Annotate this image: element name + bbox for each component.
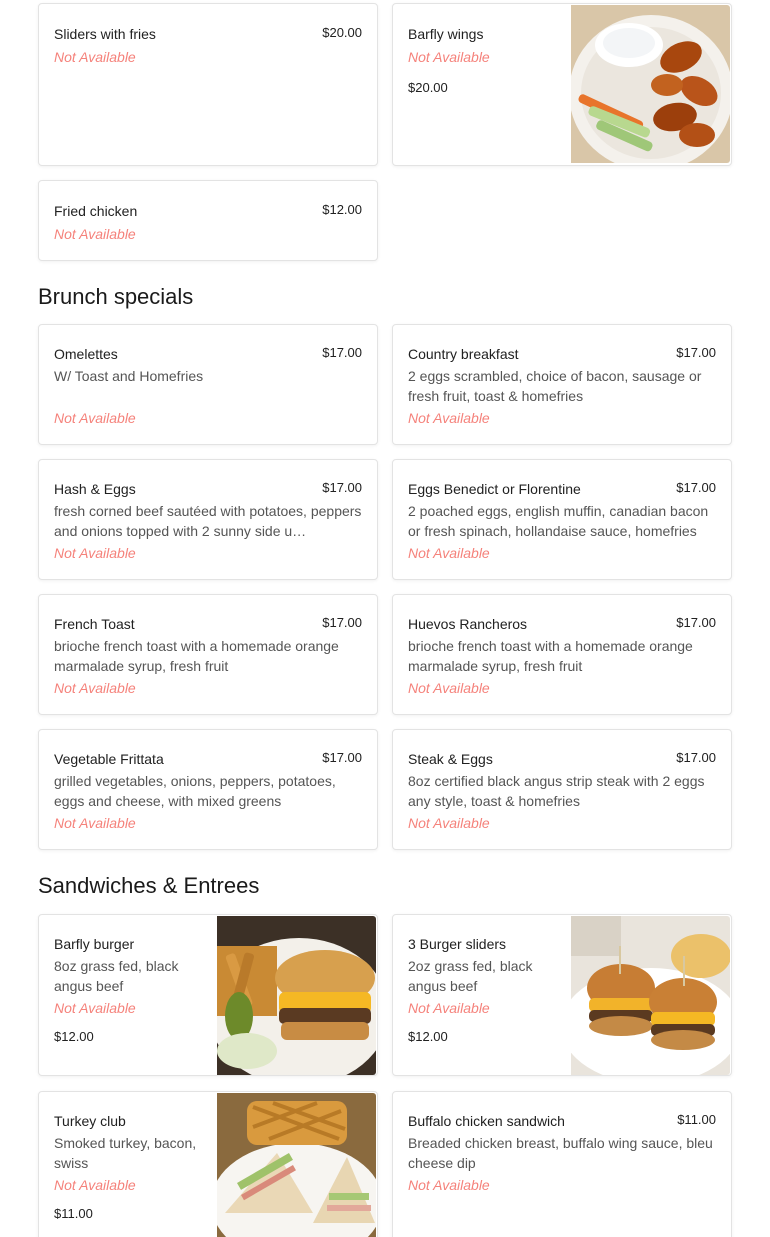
item-name: Hash & Eggs bbox=[54, 481, 136, 497]
item-name: Omelettes bbox=[54, 346, 118, 362]
menu-item-card[interactable] bbox=[38, 1091, 378, 1237]
availability-status: Not Available bbox=[54, 1000, 136, 1016]
menu-item-card[interactable] bbox=[392, 324, 732, 445]
item-price: $12.00 bbox=[54, 1029, 94, 1044]
menu-item-card[interactable] bbox=[392, 729, 732, 850]
item-price: $17.00 bbox=[322, 345, 362, 360]
availability-status: Not Available bbox=[408, 410, 490, 426]
item-price: $17.00 bbox=[322, 615, 362, 630]
item-description: brioche french toast with a homemade orange marmalade syrup, fresh fruit bbox=[54, 638, 339, 674]
menu-item-card[interactable] bbox=[38, 594, 378, 715]
item-description: 2oz grass fed, black angus beef bbox=[408, 958, 533, 994]
club-sandwich-photo bbox=[217, 1093, 376, 1237]
item-name: Sliders with fries bbox=[54, 26, 156, 42]
menu-item-card[interactable] bbox=[392, 1091, 732, 1237]
item-description: grilled vegetables, onions, peppers, potatoes, eggs and cheese, with mixed greens bbox=[54, 773, 336, 809]
item-price: $17.00 bbox=[676, 480, 716, 495]
item-description: 2 eggs scrambled, choice of bacon, sausage or fresh fruit, toast & homefries bbox=[408, 368, 702, 404]
item-name: Steak & Eggs bbox=[408, 751, 493, 767]
availability-status: Not Available bbox=[54, 680, 136, 696]
menu-item-card[interactable] bbox=[38, 914, 378, 1076]
item-name: French Toast bbox=[54, 616, 135, 632]
availability-status: Not Available bbox=[54, 1177, 136, 1193]
menu-item-card[interactable] bbox=[38, 3, 378, 166]
availability-status: Not Available bbox=[54, 410, 136, 426]
item-name: Barfly wings bbox=[408, 26, 484, 42]
item-name: Country breakfast bbox=[408, 346, 519, 362]
availability-status: Not Available bbox=[54, 815, 136, 831]
item-price: $11.00 bbox=[677, 1112, 716, 1127]
item-name: Fried chicken bbox=[54, 203, 138, 219]
item-description: Breaded chicken breast, buffalo wing sauce, bleu cheese dip bbox=[408, 1135, 713, 1171]
item-name: Turkey club bbox=[54, 1113, 126, 1129]
menu-item-card[interactable] bbox=[38, 729, 378, 850]
burger-photo bbox=[217, 916, 376, 1075]
item-price: $11.00 bbox=[54, 1206, 93, 1221]
section-heading: Brunch specials bbox=[38, 284, 194, 309]
item-description: 8oz grass fed, black angus beef bbox=[54, 958, 179, 994]
item-description: fresh corned beef sautéed with potatoes, peppers and onions topped with 2 sunny side u… bbox=[54, 503, 362, 539]
item-price: $17.00 bbox=[676, 615, 716, 630]
menu-item-card[interactable] bbox=[392, 914, 732, 1076]
item-name: Huevos Rancheros bbox=[408, 616, 528, 632]
chicken-wings-photo bbox=[571, 5, 730, 163]
item-price: $20.00 bbox=[408, 80, 448, 95]
item-price: $17.00 bbox=[322, 750, 362, 765]
item-price: $12.00 bbox=[322, 202, 362, 217]
menu-item-card[interactable] bbox=[392, 459, 732, 580]
availability-status: Not Available bbox=[408, 815, 490, 831]
availability-status: Not Available bbox=[408, 49, 490, 65]
item-name: Eggs Benedict or Florentine bbox=[408, 481, 581, 497]
menu-item-card[interactable] bbox=[38, 324, 378, 445]
availability-status: Not Available bbox=[54, 226, 136, 242]
item-name: Buffalo chicken sandwich bbox=[408, 1113, 565, 1129]
availability-status: Not Available bbox=[54, 545, 136, 561]
menu-item-card[interactable] bbox=[38, 180, 378, 261]
item-name: 3 Burger sliders bbox=[408, 936, 507, 952]
item-name: Vegetable Frittata bbox=[54, 751, 164, 767]
item-description: W/ Toast and Homefries bbox=[54, 368, 204, 384]
item-price: $20.00 bbox=[322, 25, 362, 40]
item-description: brioche french toast with a homemade orange marmalade syrup, fresh fruit bbox=[408, 638, 693, 674]
item-description: Smoked turkey, bacon, swiss bbox=[54, 1135, 197, 1171]
item-price: $17.00 bbox=[322, 480, 362, 495]
item-description: 8oz certified black angus strip steak with 2 eggs any style, toast & homefries bbox=[408, 773, 705, 809]
item-name: Barfly burger bbox=[54, 936, 135, 952]
availability-status: Not Available bbox=[54, 49, 136, 65]
section-heading: Sandwiches & Entrees bbox=[38, 873, 260, 898]
item-price: $17.00 bbox=[676, 750, 716, 765]
item-price: $17.00 bbox=[676, 345, 716, 360]
availability-status: Not Available bbox=[408, 1000, 490, 1016]
menu-item-card[interactable] bbox=[392, 594, 732, 715]
availability-status: Not Available bbox=[408, 1177, 490, 1193]
menu-item-card[interactable] bbox=[392, 3, 732, 166]
availability-status: Not Available bbox=[408, 680, 490, 696]
sliders-photo bbox=[571, 916, 730, 1075]
item-price: $12.00 bbox=[408, 1029, 448, 1044]
item-description: 2 poached eggs, english muffin, canadian bacon or fresh spinach, hollandaise sauce, homefries bbox=[408, 503, 709, 539]
availability-status: Not Available bbox=[408, 545, 490, 561]
menu-item-card[interactable] bbox=[38, 459, 378, 580]
